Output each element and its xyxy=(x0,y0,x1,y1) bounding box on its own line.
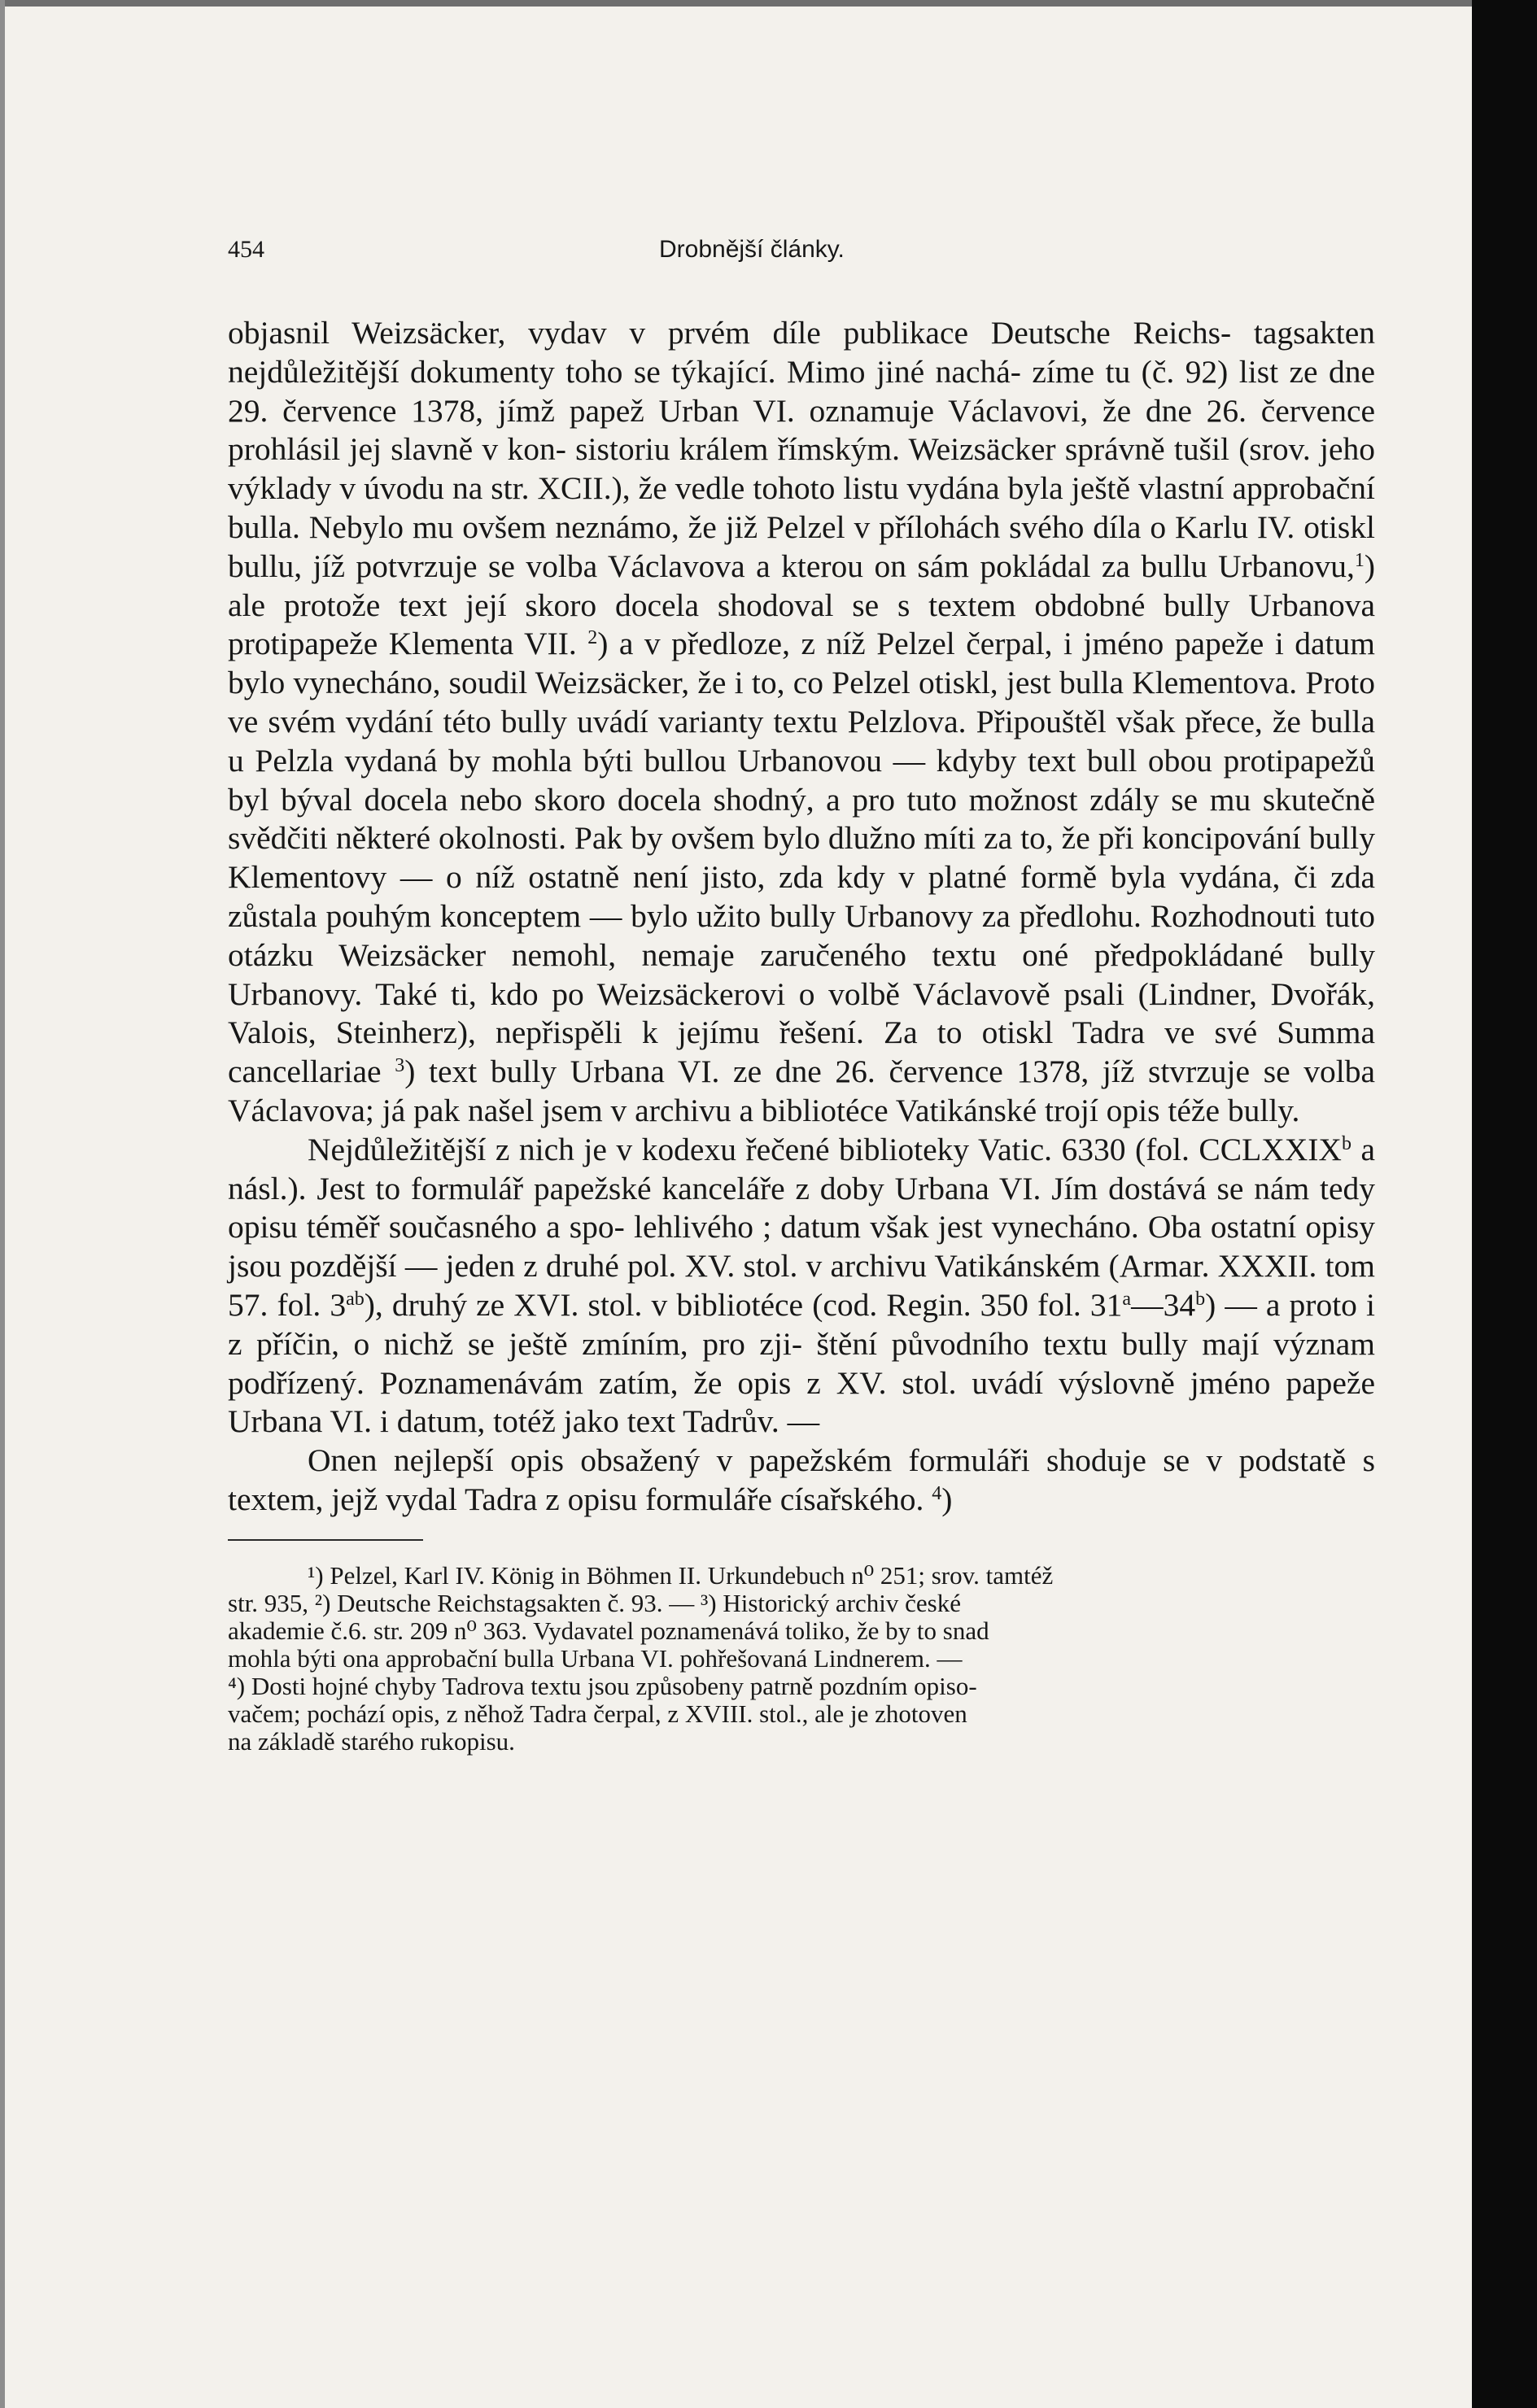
running-title: Drobnější články. xyxy=(659,236,845,263)
paragraph-2: Nejdůležitější z nich je v kodexu řečené biblioteky Vatic. 6330 (fol. CCLXXIX$^b$ a násl.). Jest to formulář papežské kanceláře z doby Urbana VI. Jím dostává se nám tedy opisu téměř současného a spo- lehlivého ; datum však jest vynecháno. Oba ostatní opisy jsou pozdější — jeden z druhé pol. XV. stol. v archivu Vatikánském (Armar. XXXII. tom 57. fol. $3^{ab}$), druhý ze XVI. stol. v bibliotéce (cod. Regin. 350 fol. 31$^a$—34$^b$) — a proto i z příčin, o nichž se ještě zmíním, pro zji- štění původního textu bully mají význam podřízený. Poznamenávám zatím, že opis z XV. stol. uvádí výslovně jméno papeže Urbana VI. i datum, totéž jako text Tadrův. — xyxy=(228,1131,1376,1440)
paragraph-1: objasnil Weizsäcker, vydav v prvém díle publikace Deutsche Reichs- tagsakten nejdůležitější dokumenty toho se týkající. Mimo jiné nachá- zíme tu (č. 92) list ze dne 29. července 1378, jímž papež Urban VI. oznamuje Václavovi, že dne 26. července prohlásil jej slavně v kon- sistoriu králem římským. Weizsäcker správně tušil (srov. jeho výklady v úvodu na str. XCII.), že vedle tohoto listu vydána byla ještě vlastní approbační bulla. Nebylo mu ovšem neznámo, že již Pelzel v přílohách svého díla o Karlu IV. otiskl bullu, jíž potvrzuje se volba Václavova a kterou on sám pokládal za bullu Urbanovu,$^1$) ale protože text její skoro docela shodoval se s textem obdobné bully Urbanova protipapeže Klementa VII. $^2$) a v předloze, z níž Pelzel čerpal, i jméno papeže i datum bylo vynecháno, soudil Weizsäcker, že i to, co Pelzel otiskl, jest bulla Klementova. Proto ve svém vydání této bully uvádí varianty textu Pelzlova. Připouštěl však přece, že bulla u Pelzla vydaná by mohla býti bullou Urbanovou — kdyby text bull obou protipapežů byl býval docela nebo skoro docela shodný, a pro tuto možnost zdály se mu skutečně svědčiti některé okolnosti. Pak by ovšem bylo dlužno míti za to, že při koncipování bully Klementovy — o níž ostatně není jisto, zda kdy v platné formě byla vydána, či zda zůstala pouhým konceptem — bylo užito bully Urbanovy za předlohu. Rozhodnouti tuto otázku Weizsäcker nemohl, nemaje zaručeného textu oné předpokládané bully Urbanovy. Také ti, kdo po Weizsäckerovi o volbě Václavově psali (Lindner, Dvořák, Valois, Steinherz), nepřispěli k jejímu řešení. Za to otiskl Tadra ve své Summa cancellariae $^3$) text bully Urbana VI. ze dne 26. července 1378, jíž stvrzuje se volba Václavova; já pak našel jsem v archivu a bibliotéce Vatikánské trojí opis téže bully. xyxy=(228,315,1376,1128)
footnote-line: str. 935, ²) Deutsche Reichstagsakten č. 93. — ³) Historický archiv české xyxy=(228,1588,961,1617)
body-text xyxy=(228,314,1375,1520)
scan-border-right xyxy=(1472,0,1537,2408)
footnotes xyxy=(228,1562,1375,1756)
superscript: ab xyxy=(346,1288,365,1310)
superscript: b xyxy=(1341,1132,1351,1154)
footnote-ref-3[interactable]: 3 xyxy=(395,1055,405,1077)
superscript: b xyxy=(1195,1288,1206,1310)
running-head xyxy=(228,228,1375,277)
paragraph-3: Onen nejlepší opis obsažený v papežském formuláři shoduje se v podstatě s textem, jejž vydal Tadra z opisu formuláře císařského. $^4$) xyxy=(228,1442,1375,1517)
footnote-ref-1[interactable]: 1 xyxy=(1354,549,1365,571)
footnote-line: vačem; pochází opis, z něhož Tadra čerpal, z XVIII. stol., ale je zhotoven xyxy=(228,1699,967,1728)
footnote-ref-2[interactable]: 2 xyxy=(587,627,598,649)
scan-border-left xyxy=(0,0,5,2408)
scan-border-top xyxy=(0,0,1537,7)
footnote-ref-4[interactable]: 4 xyxy=(932,1482,942,1504)
footnote-divider xyxy=(228,1539,423,1541)
book-page xyxy=(228,228,1375,1756)
footnote-line: ⁴) Dosti hojné chyby Tadrova textu jsou způsobeny patrně pozdním opiso- xyxy=(228,1671,977,1700)
page-number: 454 xyxy=(228,236,264,263)
footnote-line: ¹) Pelzel, Karl IV. König in Böhmen II. Urkundebuch n⁰ 251; srov. tamtéž xyxy=(308,1560,1054,1590)
footnote-line: akademie č.6. str. 209 n⁰ 363. Vydavatel poznamenává toliko, že by to snad xyxy=(228,1616,989,1645)
superscript: a xyxy=(1122,1288,1132,1310)
footnote-line: mohla býti ona approbační bulla Urbana VI. pohřešovaná Lindnerem. — xyxy=(228,1643,963,1673)
footnote-line: na základě starého rukopisu. xyxy=(228,1726,515,1756)
